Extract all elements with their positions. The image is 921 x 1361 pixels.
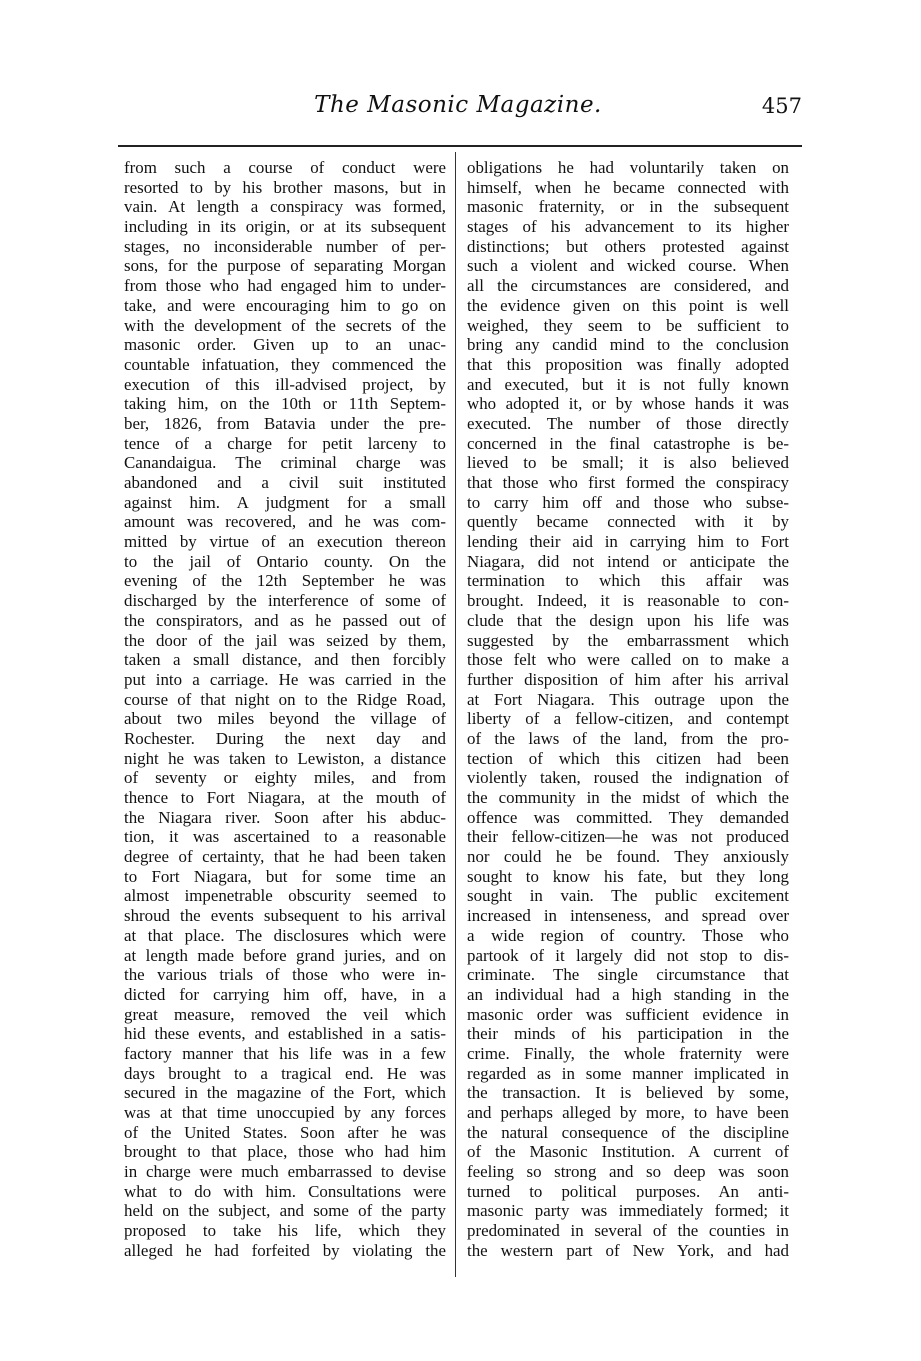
text-line: countable infatuation, they commenced the	[124, 354, 446, 374]
text-line: degree of certainty, that he had been taken	[124, 847, 446, 867]
text-line: masonic order was sufficient evidence in	[467, 1004, 789, 1024]
text-line: tion, it was ascertained to a reasonable	[124, 827, 446, 847]
text-line: crime. Finally, the whole fraternity were	[467, 1043, 789, 1063]
text-line: what to do with him. Consultations were	[124, 1181, 446, 1201]
text-line: against him. A judgment for a small	[124, 492, 446, 512]
page-number: 457	[761, 94, 802, 118]
text-line: at that place. The disclosures which were	[124, 925, 446, 945]
text-line: Niagara, did not intend or anticipate the	[467, 551, 789, 571]
text-line: who adopted it, or by whose hands it was	[467, 394, 789, 414]
text-line: their fellow-citizen—he was not produced	[467, 827, 789, 847]
text-line: bring any candid mind to the conclusion	[467, 335, 789, 355]
text-line: with the development of the secrets of the	[124, 315, 446, 335]
text-line: of the laws of the land, from the pro-	[467, 728, 789, 748]
text-line: turned to political purposes. An anti-	[467, 1181, 789, 1201]
text-line: quently became connected with it by	[467, 512, 789, 532]
text-line: from such a course of conduct were	[124, 158, 446, 177]
text-line: amount was recovered, and he was com-	[124, 512, 446, 532]
text-line: all the circumstances are considered, and	[467, 276, 789, 296]
text-line: termination to which this affair was	[467, 571, 789, 591]
text-line: their minds of his participation in the	[467, 1024, 789, 1044]
text-line: the evidence given on this point is well	[467, 295, 789, 315]
text-line: put into a carriage. He was carried in the	[124, 669, 446, 689]
text-line: Rochester. During the next day and	[124, 728, 446, 748]
text-line: Canandaigua. The criminal charge was	[124, 453, 446, 473]
text-line: ber, 1826, from Batavia under the pre-	[124, 413, 446, 433]
text-line: thence to Fort Niagara, at the mouth of	[124, 788, 446, 807]
text-line: and perhaps alleged by more, to have been	[467, 1103, 789, 1122]
text-line: lending their aid in carrying him to Fort	[467, 532, 789, 552]
text-line: weighed, they seem to be sufficient to	[467, 315, 789, 335]
text-line: increased in intenseness, and spread over	[467, 906, 789, 926]
text-line: liberty of a fellow-citizen, and contempt	[467, 709, 789, 729]
text-line: almost impenetrable obscurity seemed to	[124, 886, 446, 906]
text-line: that those who first formed the conspiracy	[467, 473, 789, 492]
text-line: masonic fraternity, or in the subsequent	[467, 197, 789, 217]
text-line: of seventy or eighty miles, and from	[124, 768, 446, 788]
text-line: days brought to a tragical end. He was	[124, 1063, 446, 1083]
text-line: the door of the jail was seized by them,	[124, 630, 446, 650]
text-line: partook of it largely did not stop to dis-	[467, 945, 789, 965]
column-divider	[455, 152, 456, 1277]
text-line: tence of a charge for petit larceny to	[124, 433, 446, 453]
text-line: concerned in the final catastrophe is be-	[467, 433, 789, 453]
text-line: that this proposition was finally adopted	[467, 354, 789, 374]
running-head	[118, 92, 802, 128]
text-line: offence was committed. They demanded	[467, 807, 789, 827]
text-line: the community in the midst of which the	[467, 788, 789, 807]
text-line: abandoned and a civil suit instituted	[124, 473, 446, 492]
text-line: lieved to be small; it is also believed	[467, 453, 789, 473]
text-line: execution of this ill-advised project, by	[124, 374, 446, 394]
text-line: of the United States. Soon after he was	[124, 1122, 446, 1142]
text-line: regarded as in some manner implicated in	[467, 1063, 789, 1083]
text-line: suggested by the embarrassment which	[467, 630, 789, 650]
text-line: masonic order. Given up to an unac-	[124, 335, 446, 355]
text-line: dicted for carrying him off, have, in a	[124, 984, 446, 1004]
text-line: nor could he be found. They anxiously	[467, 847, 789, 867]
text-line: to the jail of Ontario county. On the	[124, 551, 446, 571]
text-line: hid these events, and established in a satis-	[124, 1024, 446, 1044]
text-line: was at that time unoccupied by any forces	[124, 1103, 446, 1122]
journal-title: The Masonic Magazine.	[314, 92, 602, 118]
text-line: taking him, on the 10th or 11th Septem-	[124, 394, 446, 414]
text-line: of the Masonic Institution. A current of	[467, 1142, 789, 1162]
text-line: the Niagara river. Soon after his abduc-	[124, 807, 446, 827]
text-line: predominated in several of the counties in	[467, 1221, 789, 1241]
text-line: about two miles beyond the village of	[124, 709, 446, 729]
text-line: sought in vain. The public excitement	[467, 886, 789, 906]
text-line: clude that the design upon his life was	[467, 610, 789, 630]
text-line: brought to that place, those who had him	[124, 1142, 446, 1162]
text-line: such a violent and wicked course. When	[467, 256, 789, 276]
text-line: an individual had a high standing in the	[467, 984, 789, 1004]
text-line: night he was taken to Lewiston, a distance	[124, 748, 446, 768]
text-line: alleged he had forfeited by violating the	[124, 1240, 446, 1260]
text-line: brought. Indeed, it is reasonable to con-	[467, 591, 789, 611]
text-line: evening of the 12th September he was	[124, 571, 446, 591]
text-line: sought to know his fate, but they long	[467, 866, 789, 886]
right-column	[467, 158, 789, 1261]
text-line: discharged by the interference of some of	[124, 591, 446, 611]
text-line: taken a small distance, and then forcibly	[124, 650, 446, 670]
text-line: himself, when he became connected with	[467, 177, 789, 197]
text-line: criminate. The single circumstance that	[467, 965, 789, 985]
text-line: shroud the events subsequent to his arrival	[124, 906, 446, 926]
text-line: great measure, removed the veil which	[124, 1004, 446, 1024]
text-line: stages, no inconsiderable number of per-	[124, 236, 446, 256]
text-line: the natural consequence of the discipline	[467, 1122, 789, 1142]
text-line: tection of which this citizen had been	[467, 748, 789, 768]
text-line: further disposition of him after his arrival	[467, 669, 789, 689]
text-line: course of that night on to the Ridge Road,	[124, 689, 446, 709]
header-rule	[118, 145, 802, 147]
text-line: masonic party was immediately formed; it	[467, 1201, 789, 1221]
text-line: obligations he had voluntarily taken on	[467, 158, 789, 177]
text-line: executed. The number of those directly	[467, 413, 789, 433]
text-line: at Fort Niagara. This outrage upon the	[467, 689, 789, 709]
text-line: factory manner that his life was in a few	[124, 1043, 446, 1063]
text-line: held on the subject, and some of the party	[124, 1201, 446, 1221]
text-line: feeling so strong and so deep was soon	[467, 1162, 789, 1182]
text-line: the western part of New York, and had	[467, 1240, 789, 1260]
text-line: including in its origin, or at its subsequent	[124, 217, 446, 237]
text-line: stages of his advancement to its higher	[467, 217, 789, 237]
text-line: from those who had engaged him to under-	[124, 276, 446, 296]
text-line: distinctions; but others protested against	[467, 236, 789, 256]
text-line: resorted to by his brother masons, but in	[124, 177, 446, 197]
text-line: proposed to take his life, which they	[124, 1221, 446, 1241]
text-line: those felt who were called on to make a	[467, 650, 789, 670]
text-line: mitted by virtue of an execution thereon	[124, 532, 446, 552]
text-line: at length made before grand juries, and on	[124, 945, 446, 965]
text-line: the various trials of those who were in-	[124, 965, 446, 985]
text-line: secured in the magazine of the Fort, which	[124, 1083, 446, 1103]
text-line: to Fort Niagara, but for some time an	[124, 866, 446, 886]
text-line: take, and were encouraging him to go on	[124, 295, 446, 315]
text-line: the transaction. It is believed by some,	[467, 1083, 789, 1103]
text-line: to carry him off and those who subse-	[467, 492, 789, 512]
text-line: a wide region of country. Those who	[467, 925, 789, 945]
text-line: sons, for the purpose of separating Morgan	[124, 256, 446, 276]
text-line: vain. At length a conspiracy was formed,	[124, 197, 446, 217]
text-line: the conspirators, and as he passed out of	[124, 610, 446, 630]
text-line: violently taken, roused the indignation of	[467, 768, 789, 788]
left-column	[124, 158, 446, 1261]
text-line: in charge were much embarrassed to devise	[124, 1162, 446, 1182]
text-line: and executed, but it is not fully known	[467, 374, 789, 394]
